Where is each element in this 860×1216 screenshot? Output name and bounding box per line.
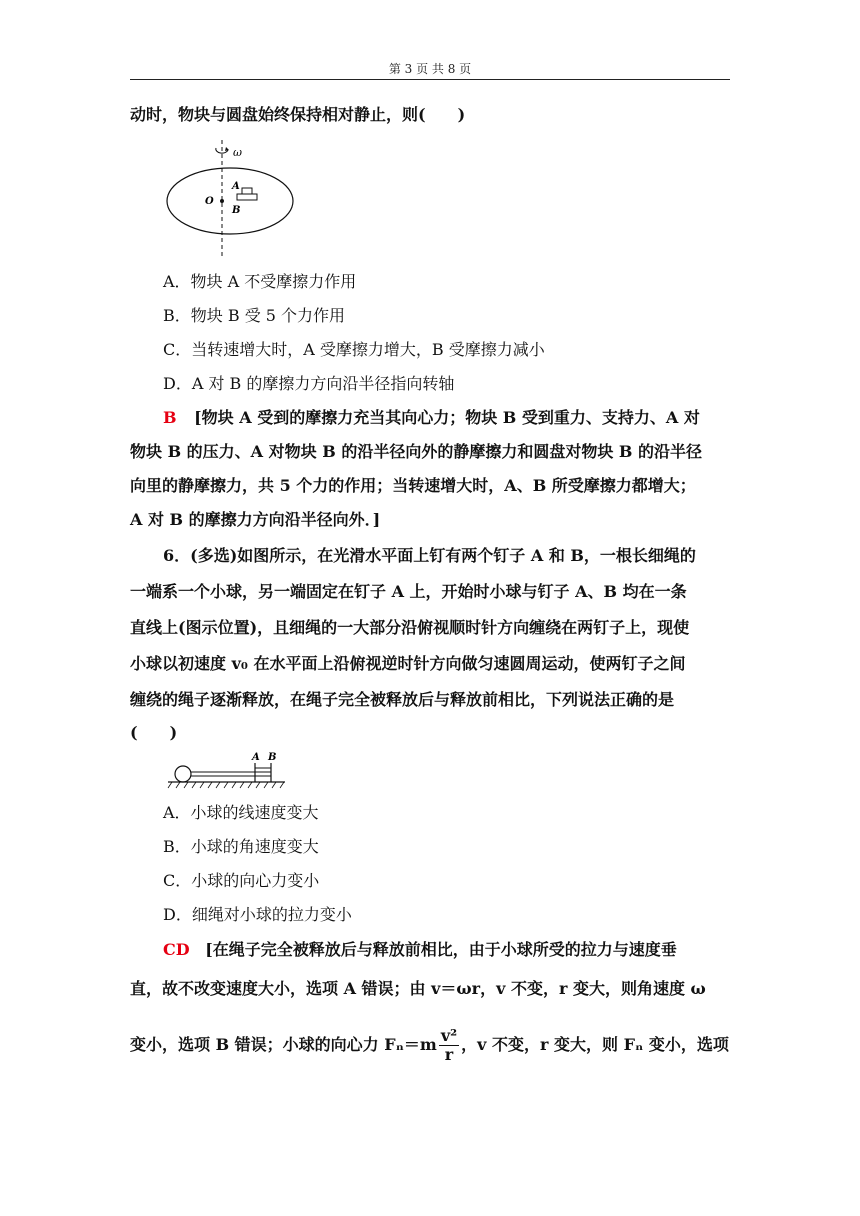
q6-stem-1: 6．(多选)如图所示，在光滑水平面上钉有两个钉子 A 和 B，一根长细绳的 xyxy=(163,546,696,565)
q5-explanation-2: 物块 B 的压力、A 对物块 B 的沿半径向外的静摩擦力和圆盘对物块 B 的沿半径 xyxy=(130,442,702,461)
b-label: B xyxy=(232,205,241,216)
q5-explanation-3: 向里的静摩擦力，共 5 个力的作用；当转速增大时，A、B 所受摩擦力都增大； xyxy=(130,476,696,495)
q6-option-d: D．细绳对小球的拉力变小 xyxy=(163,905,352,924)
q5-explanation-text: [物块 A 受到的摩擦力充当其向心力；物块 B 受到重力、支持力、A 对 xyxy=(194,408,700,427)
q5-figure-disk xyxy=(160,140,300,260)
a-label: A xyxy=(232,181,240,192)
q5-explanation-1 xyxy=(163,406,700,430)
header-rule xyxy=(130,79,730,80)
omega-label: ω xyxy=(233,146,242,159)
q6-explanation-1 xyxy=(163,938,677,962)
o-label: O xyxy=(205,196,214,207)
q6-stem-2: 一端系一个小球，另一端固定在钉子 A 上，开始时小球与钉子 A、B 均在一条 xyxy=(130,582,687,601)
q6-stem-4: 小球以初速度 v₀ 在水平面上沿俯视逆时针方向做匀速圆周运动，使两钉子之间 xyxy=(130,654,686,673)
q6-option-c: C．小球的向心力变小 xyxy=(163,871,320,890)
q5-option-b: B．物块 B 受 5 个力作用 xyxy=(163,306,346,325)
q6-answer: CD xyxy=(163,940,190,959)
fraction-numerator: v² xyxy=(440,1026,458,1045)
q6-explanation-2: 直，故不改变速度大小，选项 A 错误；由 v＝ωr，v 不变，r 变大，则角速度 ω xyxy=(130,979,706,998)
nail-b-label: B xyxy=(268,752,277,763)
q5-option-a: A．物块 A 不受摩擦力作用 xyxy=(163,272,357,291)
q5-option-d: D．A 对 B 的摩擦力方向沿半径指向转轴 xyxy=(163,374,455,393)
nail-a-label: A xyxy=(252,752,260,763)
q5-option-c: C．当转速增大时，A 受摩擦力增大，B 受摩擦力减小 xyxy=(163,340,545,359)
q5-stem-tail: 动时，物块与圆盘始终保持相对静止，则( ) xyxy=(130,105,466,124)
q6-stem-5: 缠绕的绳子逐渐释放，在绳子完全被释放后与释放前相比，下列说法正确的是 xyxy=(130,690,675,709)
page-header: 第 3 页 共 8 页 xyxy=(388,62,472,76)
centripetal-force-fraction xyxy=(439,1027,459,1064)
q5-answer: B xyxy=(163,408,177,427)
q6-stem-6: ( ) xyxy=(130,723,178,742)
q5-explanation-4: A 对 B 的摩擦力方向沿半径向外．] xyxy=(130,510,381,529)
q6-figure-nails xyxy=(160,750,300,792)
q6-explanation-3 xyxy=(130,1025,729,1065)
q6-option-b: B．小球的角速度变大 xyxy=(163,837,319,856)
q6-explanation-3-prefix: 变小，选项 B 错误；小球的向心力 Fₙ＝m xyxy=(130,1035,437,1054)
q6-stem-3: 直线上(图示位置)，且细绳的一大部分沿俯视顺时针方向缠绕在两钉子上，现使 xyxy=(130,618,690,637)
q6-explanation-text: [在绳子完全被释放后与释放前相比，由于小球所受的拉力与速度垂 xyxy=(205,940,677,959)
fraction-denominator: r xyxy=(444,1045,454,1064)
q6-explanation-3-suffix: ，v 不变，r 变大，则 Fₙ 变小，选项 xyxy=(461,1035,729,1054)
q6-option-a: A．小球的线速度变大 xyxy=(163,803,319,822)
